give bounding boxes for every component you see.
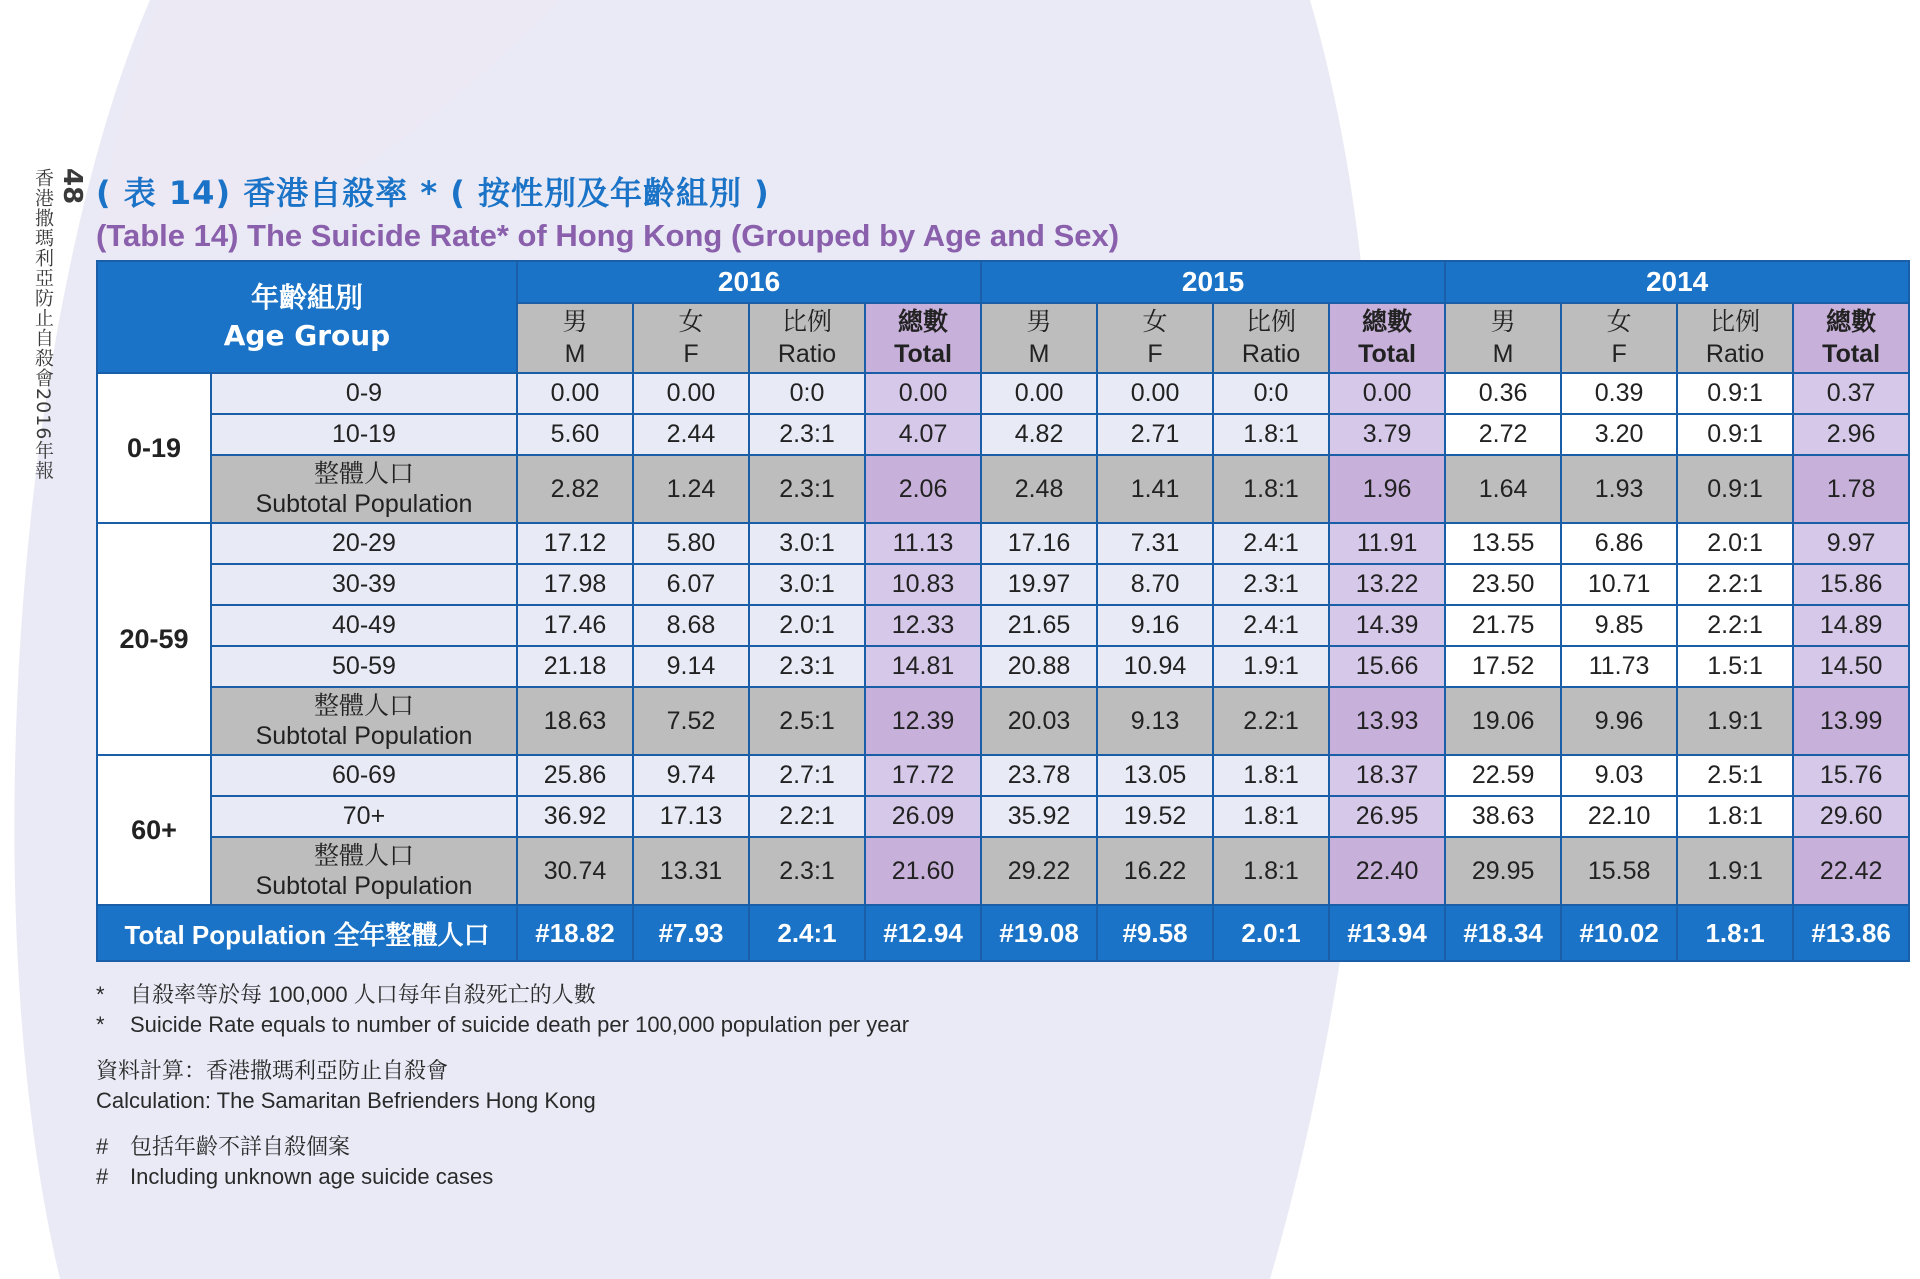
column-header-en: Ratio xyxy=(1705,340,1765,368)
data-cell: 5.60 xyxy=(517,414,633,455)
data-cell: 11.13 xyxy=(865,523,981,564)
column-header-zh: 女 xyxy=(1142,308,1168,336)
total-cell: #13.86 xyxy=(1793,905,1909,961)
note-text: Calculation: The Samaritan Befrienders Hong Kong xyxy=(96,1088,596,1113)
subtotal-cell: 1.64 xyxy=(1445,455,1561,523)
data-cell: 4.07 xyxy=(865,414,981,455)
total-cell: 2.4:1 xyxy=(749,905,865,961)
data-cell: 1.8:1 xyxy=(1213,755,1329,796)
column-header-en: Total xyxy=(1822,340,1881,368)
column-header xyxy=(1097,303,1213,373)
column-header-zh: 女 xyxy=(1606,308,1632,336)
subtotal-label-en: Subtotal Population xyxy=(255,490,473,518)
subtotal-cell: 2.3:1 xyxy=(749,837,865,905)
column-header-en: F xyxy=(683,340,699,368)
note-mark: # xyxy=(96,1134,109,1159)
data-cell: 14.50 xyxy=(1793,646,1909,687)
total-cell: #13.94 xyxy=(1329,905,1445,961)
total-cell: 1.8:1 xyxy=(1677,905,1793,961)
column-header xyxy=(1213,303,1329,373)
data-cell: 1.8:1 xyxy=(1213,796,1329,837)
column-header xyxy=(749,303,865,373)
data-cell: 2.71 xyxy=(1097,414,1213,455)
subtotal-cell: 22.40 xyxy=(1329,837,1445,905)
data-cell: 13.22 xyxy=(1329,564,1445,605)
data-cell: 3.0:1 xyxy=(749,564,865,605)
table-row xyxy=(97,605,1909,646)
subtotal-cell: 13.31 xyxy=(633,837,749,905)
data-cell: 0.00 xyxy=(981,373,1097,414)
total-cell: #18.82 xyxy=(517,905,633,961)
total-cell: #19.08 xyxy=(981,905,1097,961)
data-cell: 0.00 xyxy=(865,373,981,414)
data-cell: 9.16 xyxy=(1097,605,1213,646)
subtotal-row xyxy=(97,837,1909,905)
data-cell: 12.33 xyxy=(865,605,981,646)
data-cell: 0.36 xyxy=(1445,373,1561,414)
age-group-header-en: Age Group xyxy=(223,319,391,352)
row-label: 60-69 xyxy=(211,755,517,796)
row-label: 20-29 xyxy=(211,523,517,564)
title-zh: ( 表 14) 香港自殺率 * ( 按性別及年齡組別 ) xyxy=(96,174,770,212)
note-text: Suicide Rate equals to number of suicide death per 100,000 population per year xyxy=(130,1012,910,1037)
page-margin-text xyxy=(30,168,87,480)
data-cell: 2.2:1 xyxy=(1677,564,1793,605)
data-cell: 14.81 xyxy=(865,646,981,687)
table-titles xyxy=(96,168,1119,254)
subtotal-cell: 2.3:1 xyxy=(749,455,865,523)
subtotal-label-zh: 整體人口 xyxy=(313,842,414,870)
column-header-zh: 比例 xyxy=(781,308,832,336)
data-cell: 2.0:1 xyxy=(749,605,865,646)
age-group-label: 20-59 xyxy=(97,523,211,755)
data-cell: 10.71 xyxy=(1561,564,1677,605)
data-cell: 23.78 xyxy=(981,755,1097,796)
subtotal-cell: 20.03 xyxy=(981,687,1097,755)
data-cell: 15.86 xyxy=(1793,564,1909,605)
note-line xyxy=(96,980,909,1010)
subtotal-cell: 1.78 xyxy=(1793,455,1909,523)
data-cell: 36.92 xyxy=(517,796,633,837)
row-label: 70+ xyxy=(211,796,517,837)
note-mark: * xyxy=(96,1012,105,1037)
subtotal-label-zh: 整體人口 xyxy=(313,692,414,720)
subtotal-cell: 2.48 xyxy=(981,455,1097,523)
subtotal-label xyxy=(211,687,517,755)
data-cell: 19.97 xyxy=(981,564,1097,605)
data-cell: 14.39 xyxy=(1329,605,1445,646)
data-cell: 13.55 xyxy=(1445,523,1561,564)
age-group-label: 60+ xyxy=(97,755,211,905)
subtotal-cell: 22.42 xyxy=(1793,837,1909,905)
subtotal-label xyxy=(211,837,517,905)
subtotal-cell: 7.52 xyxy=(633,687,749,755)
note-line xyxy=(96,1086,909,1116)
subtotal-label-zh: 整體人口 xyxy=(313,460,414,488)
data-cell: 38.63 xyxy=(1445,796,1561,837)
data-cell: 21.18 xyxy=(517,646,633,687)
table-row xyxy=(97,523,1909,564)
subtotal-label-en: Subtotal Population xyxy=(255,722,473,750)
data-cell: 23.50 xyxy=(1445,564,1561,605)
data-cell: 11.91 xyxy=(1329,523,1445,564)
column-header-en: Total xyxy=(1358,340,1416,368)
total-cell: 2.0:1 xyxy=(1213,905,1329,961)
note-mark: * xyxy=(96,982,105,1007)
data-cell: 3.0:1 xyxy=(749,523,865,564)
subtotal-cell: 1.93 xyxy=(1561,455,1677,523)
data-cell: 1.8:1 xyxy=(1213,414,1329,455)
subtotal-label-en: Subtotal Population xyxy=(255,872,473,900)
subtotal-cell: 2.5:1 xyxy=(749,687,865,755)
total-cell: #18.34 xyxy=(1445,905,1561,961)
subtotal-cell: 9.13 xyxy=(1097,687,1213,755)
table-row xyxy=(97,373,1909,414)
table-row xyxy=(97,564,1909,605)
column-header xyxy=(1445,303,1561,373)
column-header xyxy=(1677,303,1793,373)
column-header-en: M xyxy=(564,340,586,368)
column-header-zh: 總數 xyxy=(898,308,949,336)
data-cell: 4.82 xyxy=(981,414,1097,455)
data-cell: 2.3:1 xyxy=(749,646,865,687)
subtotal-cell: 13.99 xyxy=(1793,687,1909,755)
data-cell: 2.3:1 xyxy=(1213,564,1329,605)
column-header xyxy=(865,303,981,373)
data-cell: 2.4:1 xyxy=(1213,605,1329,646)
table-row xyxy=(97,414,1909,455)
note-line xyxy=(96,1132,909,1162)
age-group-header-zh: 年齡組別 xyxy=(250,281,363,314)
table-row xyxy=(97,646,1909,687)
data-cell: 2.5:1 xyxy=(1677,755,1793,796)
data-cell: 10.94 xyxy=(1097,646,1213,687)
data-cell: 29.60 xyxy=(1793,796,1909,837)
total-cell: #10.02 xyxy=(1561,905,1677,961)
total-label: Total Population 全年整體人口 xyxy=(97,905,517,961)
column-header xyxy=(1561,303,1677,373)
data-cell: 2.72 xyxy=(1445,414,1561,455)
subtotal-cell: 19.06 xyxy=(1445,687,1561,755)
data-cell: 26.95 xyxy=(1329,796,1445,837)
subtotal-cell: 1.24 xyxy=(633,455,749,523)
subtotal-cell: 29.22 xyxy=(981,837,1097,905)
data-cell: 15.76 xyxy=(1793,755,1909,796)
subtotal-cell: 2.82 xyxy=(517,455,633,523)
total-cell: #12.94 xyxy=(865,905,981,961)
subtotal-cell: 12.39 xyxy=(865,687,981,755)
data-cell: 17.98 xyxy=(517,564,633,605)
data-cell: 0.00 xyxy=(633,373,749,414)
data-cell: 1.9:1 xyxy=(1213,646,1329,687)
data-cell: 3.79 xyxy=(1329,414,1445,455)
data-cell: 13.05 xyxy=(1097,755,1213,796)
data-cell: 6.86 xyxy=(1561,523,1677,564)
data-cell: 2.2:1 xyxy=(749,796,865,837)
column-header-zh: 總數 xyxy=(1362,308,1413,336)
note-text: 自殺率等於每 100,000 人口每年自殺死亡的人數 xyxy=(130,982,596,1007)
subtotal-cell: 9.96 xyxy=(1561,687,1677,755)
data-cell: 1.8:1 xyxy=(1677,796,1793,837)
column-header-en: Ratio xyxy=(1241,340,1301,368)
data-cell: 7.31 xyxy=(1097,523,1213,564)
total-cell: #9.58 xyxy=(1097,905,1213,961)
note-text: 資料計算：香港撒瑪利亞防止自殺會 xyxy=(96,1058,449,1083)
column-header-zh: 比例 xyxy=(1710,308,1761,336)
age-group-header xyxy=(97,261,517,373)
data-cell: 0.00 xyxy=(1097,373,1213,414)
note-text: Including unknown age suicide cases xyxy=(130,1164,494,1189)
data-cell: 14.89 xyxy=(1793,605,1909,646)
column-header xyxy=(633,303,749,373)
subtotal-cell: 1.8:1 xyxy=(1213,455,1329,523)
row-label: 40-49 xyxy=(211,605,517,646)
data-cell: 2.7:1 xyxy=(749,755,865,796)
column-header-en: Ratio xyxy=(777,340,837,368)
data-cell: 22.59 xyxy=(1445,755,1561,796)
data-cell: 25.86 xyxy=(517,755,633,796)
year-header: 2015 xyxy=(981,261,1445,303)
data-cell: 17.52 xyxy=(1445,646,1561,687)
subtotal-cell: 13.93 xyxy=(1329,687,1445,755)
subtotal-cell: 18.63 xyxy=(517,687,633,755)
data-cell: 2.3:1 xyxy=(749,414,865,455)
data-cell: 2.0:1 xyxy=(1677,523,1793,564)
note-spacer xyxy=(96,1116,909,1132)
column-header-zh: 男 xyxy=(562,308,588,336)
data-cell: 0.00 xyxy=(1329,373,1445,414)
data-cell: 8.68 xyxy=(633,605,749,646)
data-cell: 8.70 xyxy=(1097,564,1213,605)
suicide-rate-table xyxy=(96,260,1910,962)
data-cell: 22.10 xyxy=(1561,796,1677,837)
subtotal-label xyxy=(211,455,517,523)
column-header xyxy=(981,303,1097,373)
row-label: 0-9 xyxy=(211,373,517,414)
total-cell: #7.93 xyxy=(633,905,749,961)
subtotal-cell: 30.74 xyxy=(517,837,633,905)
subtotal-cell: 1.96 xyxy=(1329,455,1445,523)
data-cell: 26.09 xyxy=(865,796,981,837)
data-cell: 9.85 xyxy=(1561,605,1677,646)
column-header xyxy=(1793,303,1909,373)
table-row xyxy=(97,755,1909,796)
subtotal-cell: 1.9:1 xyxy=(1677,687,1793,755)
data-cell: 2.44 xyxy=(633,414,749,455)
data-cell: 0.9:1 xyxy=(1677,373,1793,414)
data-cell: 35.92 xyxy=(981,796,1097,837)
column-header-en: M xyxy=(1028,340,1050,368)
data-cell: 17.72 xyxy=(865,755,981,796)
data-cell: 5.80 xyxy=(633,523,749,564)
data-cell: 17.16 xyxy=(981,523,1097,564)
column-header xyxy=(517,303,633,373)
data-cell: 9.74 xyxy=(633,755,749,796)
data-cell: 0.39 xyxy=(1561,373,1677,414)
column-header-en: M xyxy=(1492,340,1514,368)
note-spacer xyxy=(96,1040,909,1056)
note-line xyxy=(96,1010,909,1040)
note-line xyxy=(96,1056,909,1086)
subtotal-cell: 29.95 xyxy=(1445,837,1561,905)
column-header-en: F xyxy=(1147,340,1163,368)
total-row xyxy=(97,905,1909,961)
row-label: 10-19 xyxy=(211,414,517,455)
data-cell: 21.75 xyxy=(1445,605,1561,646)
age-group-label: 0-19 xyxy=(97,373,211,523)
data-cell: 20.88 xyxy=(981,646,1097,687)
subtotal-cell: 21.60 xyxy=(865,837,981,905)
data-cell: 9.14 xyxy=(633,646,749,687)
data-cell: 6.07 xyxy=(633,564,749,605)
data-cell: 0.9:1 xyxy=(1677,414,1793,455)
data-cell: 0.00 xyxy=(517,373,633,414)
subtotal-row xyxy=(97,687,1909,755)
data-cell: 18.37 xyxy=(1329,755,1445,796)
table-body xyxy=(97,373,1909,961)
data-cell: 21.65 xyxy=(981,605,1097,646)
year-header: 2016 xyxy=(517,261,981,303)
column-header-zh: 總數 xyxy=(1826,308,1877,336)
data-cell: 1.5:1 xyxy=(1677,646,1793,687)
data-cell: 2.2:1 xyxy=(1677,605,1793,646)
note-text: 包括年齡不詳自殺個案 xyxy=(130,1134,351,1159)
data-cell: 0:0 xyxy=(1213,373,1329,414)
row-label: 50-59 xyxy=(211,646,517,687)
subtotal-cell: 15.58 xyxy=(1561,837,1677,905)
subtotal-cell: 1.41 xyxy=(1097,455,1213,523)
subtotal-cell: 16.22 xyxy=(1097,837,1213,905)
data-cell: 19.52 xyxy=(1097,796,1213,837)
subtotal-cell: 1.8:1 xyxy=(1213,837,1329,905)
note-mark: # xyxy=(96,1164,109,1189)
column-header-zh: 男 xyxy=(1026,308,1052,336)
row-label: 30-39 xyxy=(211,564,517,605)
data-cell: 17.13 xyxy=(633,796,749,837)
page-number: 48 xyxy=(57,168,87,205)
column-header-zh: 男 xyxy=(1490,308,1516,336)
column-header-zh: 比例 xyxy=(1246,308,1297,336)
table-row xyxy=(97,796,1909,837)
data-cell: 11.73 xyxy=(1561,646,1677,687)
subtotal-row xyxy=(97,455,1909,523)
data-cell: 2.4:1 xyxy=(1213,523,1329,564)
column-header-zh: 女 xyxy=(678,308,704,336)
data-cell: 10.83 xyxy=(865,564,981,605)
footnotes xyxy=(96,980,909,1192)
subtotal-cell: 2.06 xyxy=(865,455,981,523)
title-en: (Table 14) The Suicide Rate* of Hong Kong (Grouped by Age and Sex) xyxy=(96,218,1120,253)
data-cell: 2.96 xyxy=(1793,414,1909,455)
data-cell: 15.66 xyxy=(1329,646,1445,687)
data-cell: 9.97 xyxy=(1793,523,1909,564)
subtotal-cell: 1.9:1 xyxy=(1677,837,1793,905)
report-title: 香港撒瑪利亞防止自殺會2016年報 xyxy=(32,168,54,481)
column-header-en: Total xyxy=(894,340,952,368)
subtotal-cell: 0.9:1 xyxy=(1677,455,1793,523)
data-cell: 3.20 xyxy=(1561,414,1677,455)
note-line xyxy=(96,1162,909,1192)
subtotal-cell: 2.2:1 xyxy=(1213,687,1329,755)
data-cell: 9.03 xyxy=(1561,755,1677,796)
column-header-en: F xyxy=(1611,340,1627,368)
data-cell: 17.46 xyxy=(517,605,633,646)
year-header: 2014 xyxy=(1445,261,1909,303)
data-cell: 0.37 xyxy=(1793,373,1909,414)
data-cell: 17.12 xyxy=(517,523,633,564)
column-header xyxy=(1329,303,1445,373)
data-cell: 0:0 xyxy=(749,373,865,414)
